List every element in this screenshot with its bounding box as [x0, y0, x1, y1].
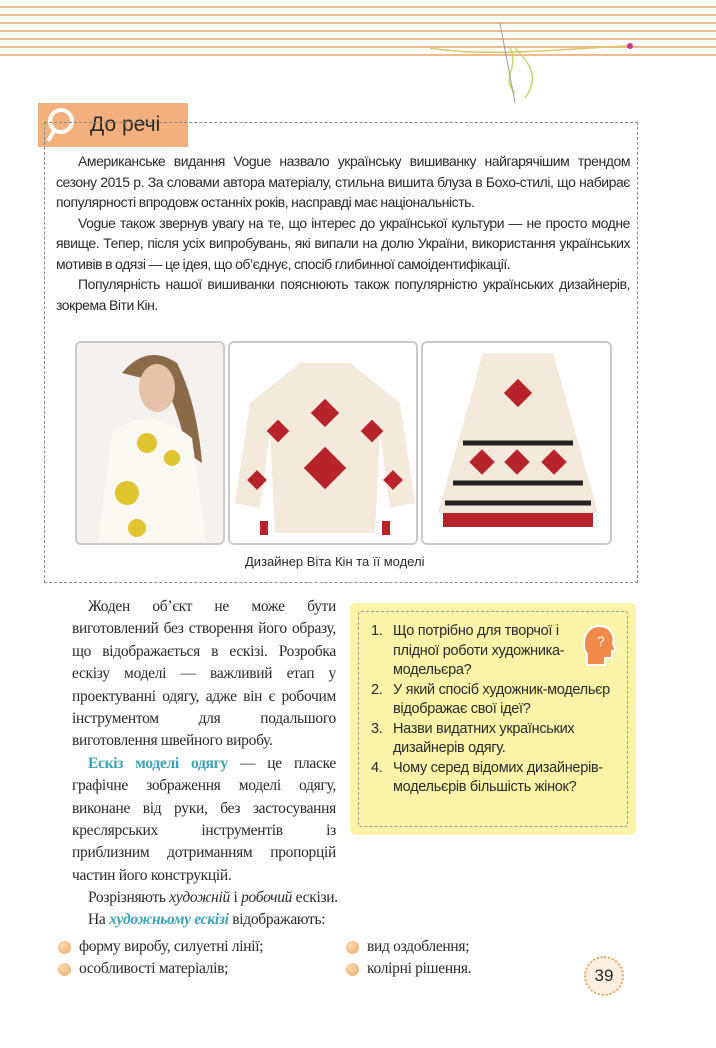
term: Ескіз моделі одягу	[88, 754, 228, 772]
question-item: 3. Назви видатних українських дизайнерів одягу.	[371, 720, 575, 756]
bullet-icon	[346, 963, 359, 976]
bullet-icon	[58, 963, 71, 976]
paragraph: Популярність нашої вишиванки пояснюють також популярністю українських дизайнерів, зокрема Віти Кін.	[56, 276, 630, 313]
bullet-icon	[58, 941, 71, 954]
paragraph: Жоден об’єкт не може бути виготовлений без створення його образу, що відображається в ескізі. Розробка ескізу моделі — важливий етап у проектуванні одягу, адже він є робочим інструментом для подальшого виготовлення швейного виробу.	[72, 598, 336, 750]
bullet-item: форму виробу, силуетні лінії;	[58, 937, 346, 957]
photo-embroidered-blouse	[228, 341, 418, 545]
main-text-flow	[58, 596, 638, 979]
paragraph: Американське видання Vogue назвало українську вишиванку найгарячішим трендом сезону 2015 р. За словами автора матеріалу, стильна вишита блуза в Бохо-стилі, що набирає популярності впродовж останніх років, насправді має національність.	[56, 153, 630, 210]
section-title: До речі	[90, 113, 161, 136]
question-item: 2. У який спосіб художник-модельєр відображає свої ідеї?	[371, 681, 610, 717]
paragraph	[72, 753, 336, 887]
question-item: 1. Що потрібно для творчої і плідної роботи художника-модельєра?	[371, 623, 565, 678]
question-item: 4. Чому серед відомих дизайнерів-модельєрів більшість жінок?	[371, 759, 603, 795]
photo-designer	[75, 341, 225, 545]
bullet-item: вид оздоблення;	[346, 937, 626, 957]
definition-text: — це пласке графічне зображення моделі одягу, виконане від руки, без застосування креслярських інструментів із приблизним дотриманням пропорцій частин його конструкцій.	[72, 754, 337, 884]
paragraph: Vogue також звернув увагу на те, що інтерес до української культури — не просто модне явище. Тепер, після усіх випробувань, які випали на долю України, використання українських мотивів в одязі — це ідея, що об’єднує, спосіб глибинної самоідентифікації.	[56, 214, 630, 272]
svg-text:?: ?	[597, 633, 605, 649]
aside-text	[56, 151, 630, 315]
bullet-icon	[346, 941, 359, 954]
term: художньому ескізі	[109, 911, 229, 929]
bullet-item: особливості матеріалів;	[58, 959, 346, 979]
page-number: 39	[584, 956, 624, 996]
image-caption: Дизайнер Віта Кін та її моделі	[245, 554, 425, 569]
sketch-types-text: Розрізняють художній і робочий ескізи. На художньому ескізі відображають:	[88, 889, 338, 929]
main-text	[58, 596, 336, 887]
bullet-list	[58, 937, 638, 979]
photo-embroidered-skirt	[421, 341, 612, 545]
bullet-item: колірні рішення.	[346, 959, 626, 979]
thread-needle-icon	[430, 18, 640, 108]
